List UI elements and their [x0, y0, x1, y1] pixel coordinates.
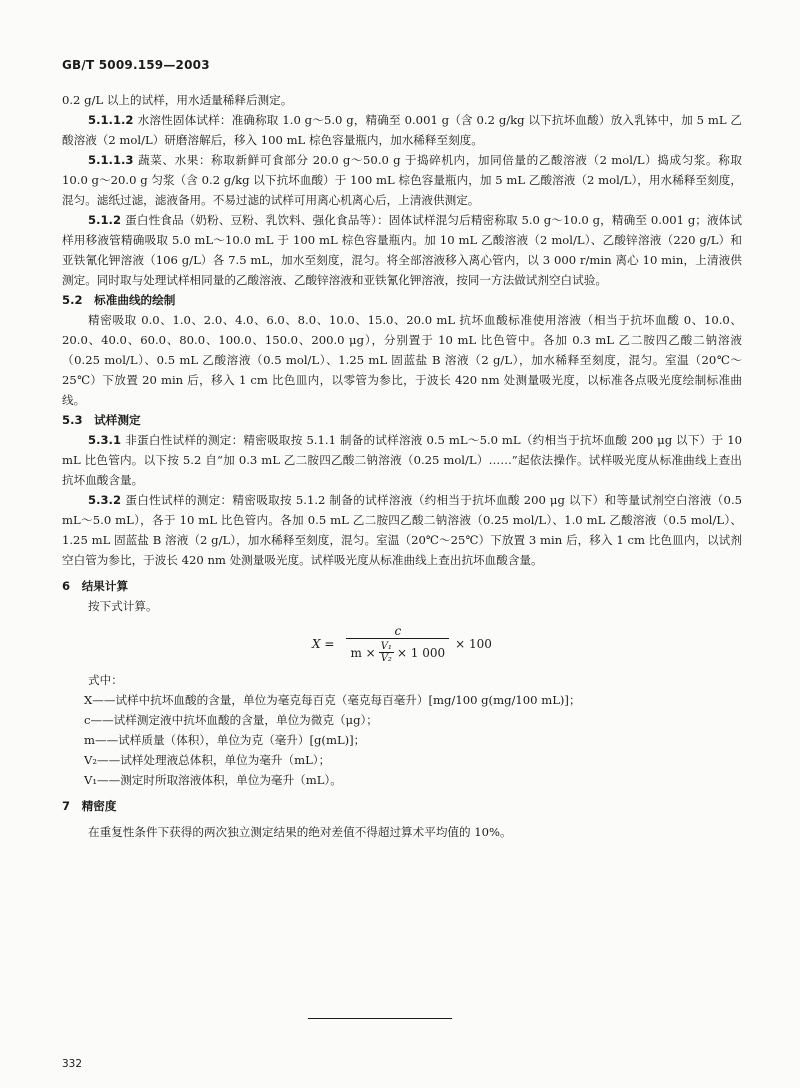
section-7-title: 7 精密度 [62, 799, 117, 813]
formula-intro: 按下式计算。 [88, 599, 158, 613]
where-item-v2: V₂——试样处理液总体积，单位为毫升（mL）； [84, 753, 331, 767]
paragraph-5-3-2: 5.3.2 蛋白性试样的测定：精密吸取按 5.1.2 制备的试样溶液（约相当于抗坏血酸 200 μg 以下）和等量试剂空白溶液（0.5 mL～5.0 mL），各于 10 mL 比色管内。各加 0.5 mL 乙二胺四乙酸二钠溶液（0.25 mol/L）、1.0 mL 乙酸溶液（0.5 mol/L）、1.25 mL 固蓝盐 B 溶液（2 g/L），加水稀释至刻度，混匀。室温（20℃～25℃）下放置 3 min 后，移入 1 cm 比色皿内，以试剂空白管为参比，于波长 420 nm 处测量吸光度。试样吸光度从标准曲线上查出抗坏血酸含量。 [62, 493, 742, 567]
paragraph-7: 在重复性条件下获得的两次独立测定结果的绝对差值不得超过算术平均值的 10%。 [88, 825, 512, 839]
where-item-v1: V₁——测定时所取溶液体积，单位为毫升（mL）。 [84, 773, 342, 787]
formula-numerator: c [394, 624, 402, 638]
paragraph-5-2: 精密吸取 0.0、1.0、2.0、4.0、6.0、8.0、10.0、15.0、20.0 mL 抗坏血酸标准使用溶液（相当于抗坏血酸 0、10.0、20.0、40.0、60.0、80.0、100.0、150.0、200.0 μg），分别置于 10 mL 比色管中。各加 0.3 mL 乙二胺四乙酸二钠溶液（0.25 mol/L）、0.5 mL 乙酸溶液（0.5 mol/L）、1.25 mL 固蓝盐 B 溶液（2 g/L），加水稀释至刻度，混匀。室温（20℃～25℃）下放置 20 min 后，移入 1 cm 比色皿内，以零管为参比，于波长 420 nm 处测量吸光度，以标准各点吸光度绘制标准曲线。 [62, 313, 742, 407]
section-5-2-title: 5.2 标准曲线的绘制 [62, 293, 176, 307]
paragraph-5-1-1-3: 5.1.1.3 蔬菜、水果：称取新鲜可食部分 20.0 g～50.0 g 于捣碎机内，加同倍量的乙酸溶液（2 mol/L）捣成匀浆。称取 10.0 g～20.0 g 匀浆（含 0.2 g/kg 以下抗坏血酸）于 100 mL 棕色容量瓶内，加 5 mL 乙酸溶液（2 mol/L），用水稀释至刻度，混匀。滤纸过滤，滤液备用。不易过滤的试样可用离心机离心后，上清液供测定。 [62, 153, 742, 207]
section-5-3-title: 5.3 试样测定 [62, 413, 141, 427]
paragraph-5-1-1-2: 5.1.1.2 水溶性固体试样：准确称取 1.0 g～5.0 g，精确至 0.001 g（含 0.2 g/kg 以下抗坏血酸）放入乳钵中，加 5 mL 乙酸溶液（2 mol/L）研磨溶解后，移入 100 mL 棕色容量瓶内，加水稀释至刻度。 [62, 113, 742, 147]
paragraph-continued: 0.2 g/L 以上的试样，用水适量稀释后测定。 [62, 93, 293, 107]
section-6-title: 6 结果计算 [62, 579, 129, 593]
formula-lhs: X = [312, 637, 335, 651]
where-label: 式中： [88, 673, 123, 687]
formula-multiplier: × 100 [455, 637, 492, 651]
document-body [62, 90, 742, 842]
where-item-c: c——试样测定液中抗坏血酸的含量，单位为微克（μg）； [84, 713, 378, 727]
formula-denominator: m × $\frac{\text{V₁}}{\text{V₂}}$ × 1 000 [346, 638, 449, 664]
where-item-x: X——试样中抗坏血酸的含量，单位为毫克每百克（毫克每百毫升）[mg/100 g(mg/100 mL)]； [84, 693, 581, 707]
formula-fraction [346, 624, 449, 664]
paragraph-5-1-2: 5.1.2 蛋白性食品（奶粉、豆粉、乳饮料、强化食品等）：固体试样混匀后精密称取 5.0 g～10.0 g，精确至 0.001 g；液体试样用移液管精确吸取 5.0 mL～10.0 mL 于 100 mL 棕色容量瓶内。加 10 mL 乙酸溶液（2 mol/L）、乙酸锌溶液（220 g/L）和亚铁氰化钾溶液（106 g/L）各 7.5 mL，加水至刻度，混匀。将全部溶液移入离心管内，以 3 000 r/min 离心 10 min，上清液供测定。同时取与处理试样相同量的乙酸溶液、乙酸锌溶液和亚铁氰化钾溶液，按同一方法做试剂空白试验。 [62, 213, 742, 287]
volume-ratio: $\frac{\text{V₁}}{\text{V₂}}$ [380, 641, 392, 664]
end-rule [308, 1018, 452, 1019]
result-formula [62, 624, 742, 664]
page-number: 332 [62, 1058, 83, 1070]
standard-id: GB/T 5009.159—2003 [62, 58, 210, 72]
where-item-m: m——试样质量（体积），单位为克（毫升）[g(mL)]； [84, 733, 366, 747]
paragraph-5-3-1: 5.3.1 非蛋白性试样的测定：精密吸取按 5.1.1 制备的试样溶液 0.5 mL～5.0 mL（约相当于抗坏血酸 200 μg 以下）于 10 mL 比色管内。以下按 5.2 自“加 0.3 mL 乙二胺四乙酸二钠溶液（0.25 mol/L）……”起依法操作。试样吸光度从标准曲线上查出抗坏血酸含量。 [62, 433, 742, 487]
